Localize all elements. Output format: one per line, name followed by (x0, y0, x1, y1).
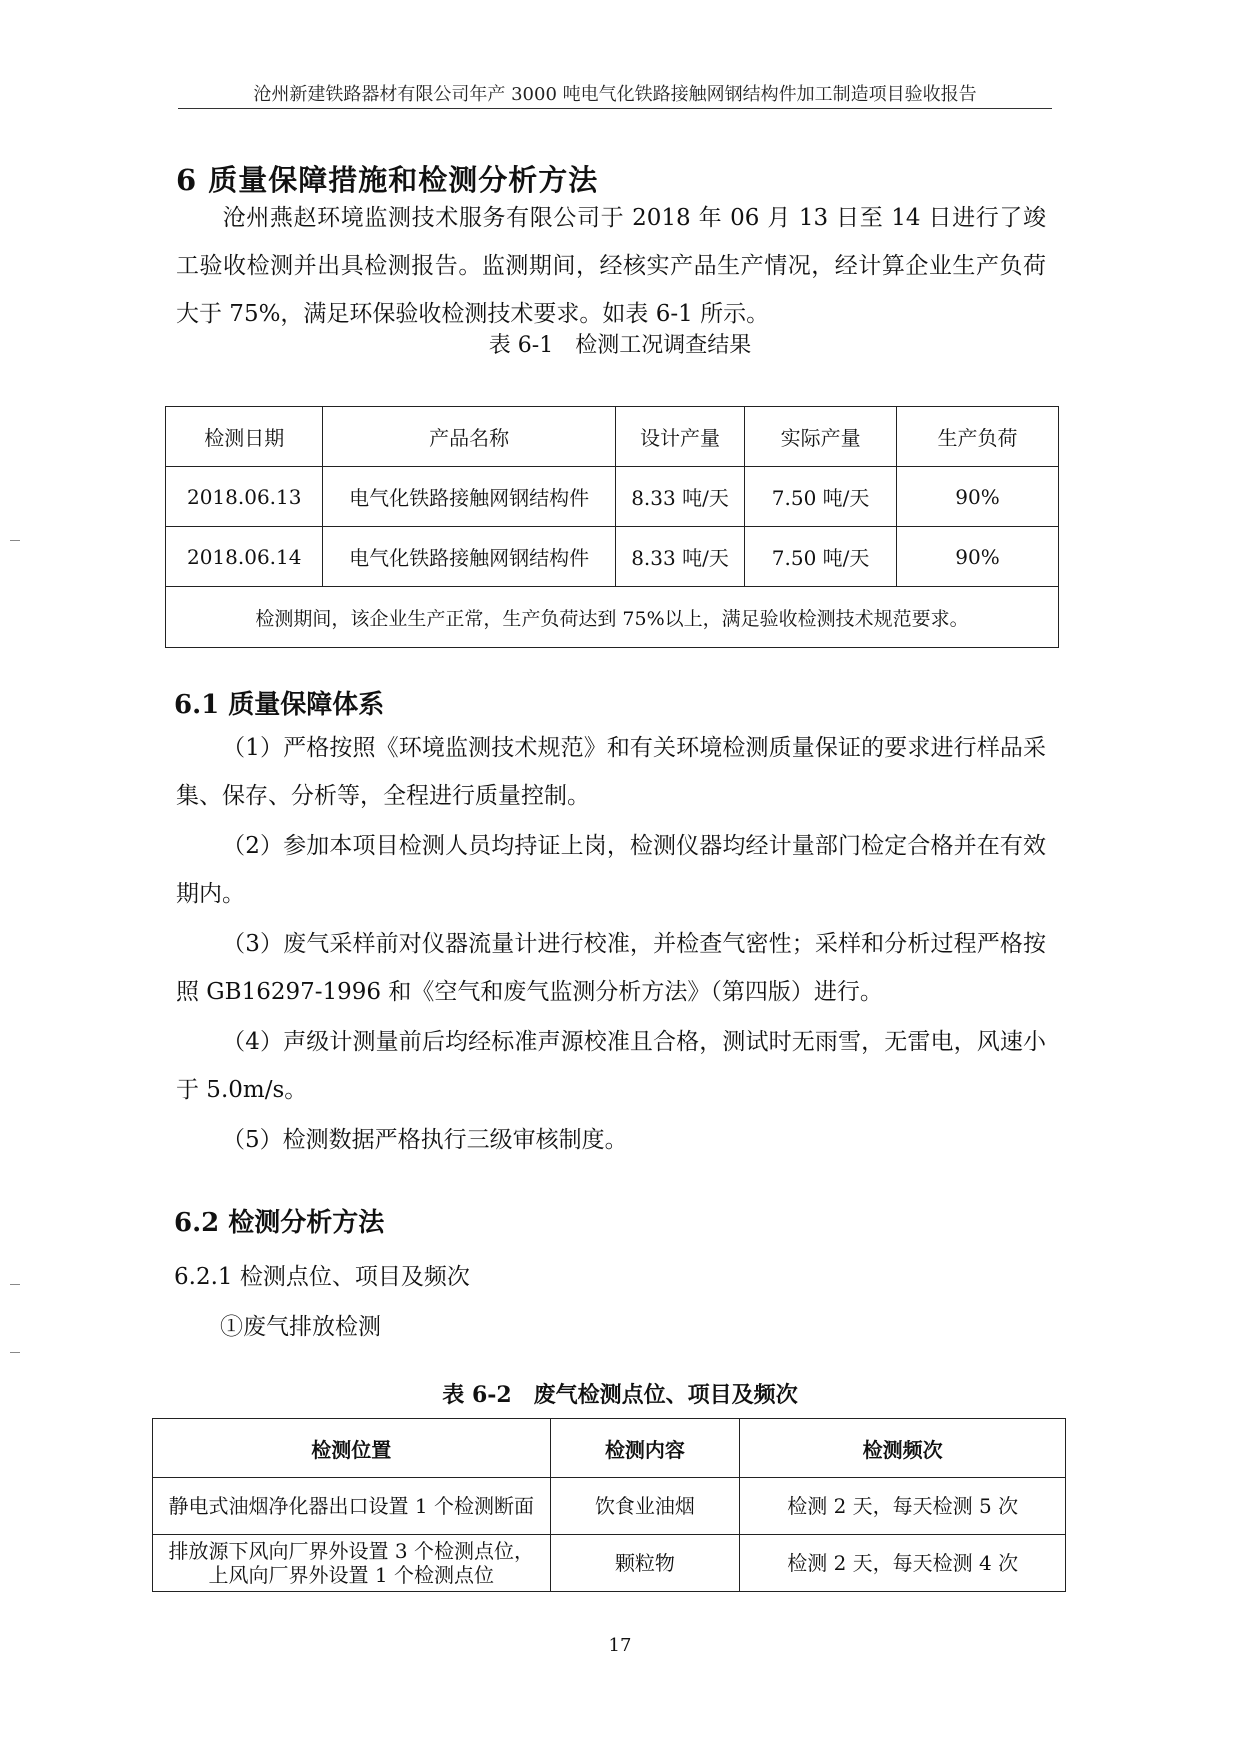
scan-margin-mark (10, 1352, 20, 1353)
table-header-row (153, 1419, 1066, 1478)
table-cell: 7.50 吨/天 (745, 467, 897, 527)
header-cell: 产品名称 (323, 407, 615, 467)
table-cell: 8.33 吨/天 (615, 527, 744, 587)
table-cell: 颗粒物 (550, 1535, 740, 1592)
section-6-1-item-4 (176, 1018, 1046, 1114)
section-6-title: 6 质量保障措施和检测分析方法 (176, 163, 599, 197)
table-6-1-caption: 表 6-1 检测工况调查结果 (488, 333, 752, 358)
header-cell: 检测位置 (153, 1419, 551, 1478)
table-6-1 (165, 406, 1059, 648)
position-text-line: 排放源下风向厂界外设置 3 个检测点位， (168, 1539, 534, 1563)
table-6-2 (152, 1418, 1066, 1592)
table-header-row (166, 407, 1059, 467)
section-6-1-title: 6.1 质量保障体系 (174, 690, 385, 720)
table-note-row (166, 587, 1059, 648)
position-text: 静电式油烟净化器出口设置 1 个检测断面 (168, 1494, 534, 1518)
scan-margin-mark (10, 540, 20, 541)
section-6-1-item-2 (176, 822, 1046, 918)
header-cell: 设计产量 (615, 407, 744, 467)
table-cell: 90% (897, 527, 1059, 587)
table-row (166, 467, 1059, 527)
table-6-2-caption: 表 6-2 废气检测点位、项目及频次 (442, 1382, 798, 1408)
table-note: 检测期间，该企业生产正常，生产负荷达到 75%以上，满足验收检测技术规范要求。 (166, 587, 1059, 648)
table-cell: 2018.06.13 (166, 467, 323, 527)
table-cell (153, 1535, 551, 1592)
table-row (166, 527, 1059, 587)
section-6-1-item-1 (176, 724, 1046, 820)
item-text: （3）废气采样前对仪器流量计进行校准，并检查气密性；采样和分析过程严格按照 GB16297-1996 和《空气和废气监测分析方法》（第四版）进行。 (176, 931, 1046, 1005)
item-text: （5）检测数据严格执行三级审核制度。 (222, 1127, 628, 1153)
table-cell: 7.50 吨/天 (745, 527, 897, 587)
section-6-2-title: 6.2 检测分析方法 (174, 1208, 385, 1238)
header-divider (178, 108, 1052, 109)
table-cell: 电气化铁路接触网钢结构件 (323, 527, 615, 587)
intro-text: 沧州燕赵环境监测技术服务有限公司于 2018 年 06 月 13 日至 14 日进行了竣工验收检测并出具检测报告。监测期间，经核实产品生产情况，经计算企业生产负荷大于 75%，满足环保验收检测技术要求。如表 6-1 所示。 (176, 205, 1046, 327)
table-cell: 2018.06.14 (166, 527, 323, 587)
table-cell (153, 1478, 551, 1535)
table-cell: 饮食业油烟 (550, 1478, 740, 1535)
table-cell: 90% (897, 467, 1059, 527)
section-6-intro (176, 194, 1046, 338)
table-cell: 电气化铁路接触网钢结构件 (323, 467, 615, 527)
item-text: （1）严格按照《环境监测技术规范》和有关环境检测质量保证的要求进行样品采集、保存、分析等，全程进行质量控制。 (176, 735, 1046, 809)
header-cell: 检测日期 (166, 407, 323, 467)
page-number: 17 (608, 1635, 632, 1656)
table-cell: 检测 2 天，每天检测 4 次 (740, 1535, 1066, 1592)
item-text: （2）参加本项目检测人员均持证上岗，检测仪器均经计量部门检定合格并在有效期内。 (176, 833, 1046, 907)
header-cell: 实际产量 (745, 407, 897, 467)
section-6-1-item-5 (176, 1116, 1046, 1164)
header-cell: 检测频次 (740, 1419, 1066, 1478)
table-cell: 8.33 吨/天 (615, 467, 744, 527)
table-row (153, 1478, 1066, 1535)
position-text-line: 上风向厂界外设置 1 个检测点位 (208, 1563, 494, 1587)
running-header: 沧州新建铁路器材有限公司年产 3000 吨电气化铁路接触网钢结构件加工制造项目验收报告 (253, 84, 977, 105)
header-cell: 检测内容 (550, 1419, 740, 1478)
table-cell: 检测 2 天，每天检测 5 次 (740, 1478, 1066, 1535)
scan-margin-mark (10, 1284, 20, 1285)
section-6-1-item-3 (176, 920, 1046, 1016)
waste-gas-subheading: ①废气排放检测 (220, 1314, 381, 1340)
header-cell: 生产负荷 (897, 407, 1059, 467)
section-6-2-1-title: 6.2.1 检测点位、项目及频次 (174, 1264, 470, 1290)
table-row (153, 1535, 1066, 1592)
item-text: （4）声级计测量前后均经标准声源校准且合格，测试时无雨雪，无雷电，风速小于 5.0m/s。 (176, 1029, 1046, 1103)
